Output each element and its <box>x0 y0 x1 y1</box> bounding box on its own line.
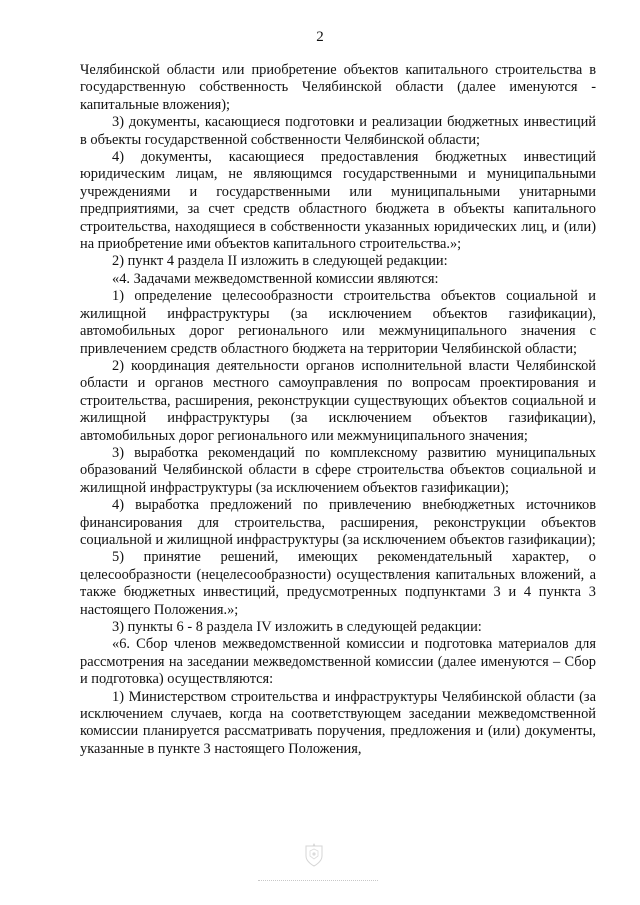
paragraph: 1) определение целесообразности строительства объектов социальной и жилищной инфраструктуры (за исключением объектов газификации), автомобильных дорог регионального или межмуниципального значения с привлечением средств областного бюджета на территории Челябинской области; <box>80 288 596 357</box>
footer-divider <box>258 880 378 881</box>
paragraph: «6. Сбор членов межведомственной комиссии и подготовка материалов для рассмотрения на заседании межведомственной комиссии (далее именуются – Сбор и подготовка) осуществляются: <box>80 636 596 688</box>
page-number: 2 <box>316 29 324 45</box>
paragraph: 5) принятие решений, имеющих рекомендательный характер, о целесообразности (нецелесообразности) осуществления капитальных вложений, а также бюджетных инвестиций, предусмотренных подпунктами 3 и 4 пункта 3 настоящего Положения.»; <box>80 549 596 618</box>
paragraph: 1) Министерством строительства и инфраструктуры Челябинской области (за исключением случаев, когда на соответствующем заседании межведомственной комиссии планируется рассматривать поручения, предложения и (или) документы, указанные в пункте 3 настоящего Положения, <box>80 688 596 757</box>
paragraph: 3) документы, касающиеся подготовки и реализации бюджетных инвестиций в объекты государственной собственности Челябинской области; <box>80 114 596 148</box>
paragraph: 2) пункт 4 раздела II изложить в следующей редакции: <box>112 253 448 270</box>
paragraph: 3) пункты 6 - 8 раздела IV изложить в следующей редакции: <box>112 619 482 635</box>
paragraph: 4) документы, касающиеся предоставления бюджетных инвестиций юридическим лицам, не являющимся государственными и муниципальными учреждениями и государственными или муниципальными унитарными предприятиями, за счет средств областного бюджета в объекты капитального строительства, находящиеся в собственности указанных юридических лиц, и (или) на приобретение ими объектов капитального строительства.»; <box>80 149 596 253</box>
paragraph: 3) выработка рекомендаций по комплексному развитию муниципальных образований Челябинской области в сфере строительства объектов социальной и жилищной инфраструктуры (за исключением объектов газификации); <box>80 444 596 496</box>
document-body <box>80 62 596 758</box>
paragraph: «4. Задачами межведомственной комиссии являются: <box>112 270 439 287</box>
paragraph: 2) координация деятельности органов исполнительной власти Челябинской области и органов местного самоуправления по вопросам проектирования и строительства, расширения, реконструкции существующих объектов социальной и жилищной инфраструктуры (за исключением объектов газификации), автомобильных дорог регионального или межмуниципального значения; <box>80 357 596 444</box>
paragraph: Челябинской области или приобретение объектов капитального строительства в государственную собственность Челябинской области (далее именуются - капитальные вложения); <box>80 62 596 113</box>
coat-of-arms-icon <box>303 842 325 868</box>
paragraph: 4) выработка предложений по привлечению внебюджетных источников финансирования для строительства, расширения, реконструкции объектов социальной и жилищной инфраструктуры (за исключением объектов газификации); <box>80 497 596 548</box>
